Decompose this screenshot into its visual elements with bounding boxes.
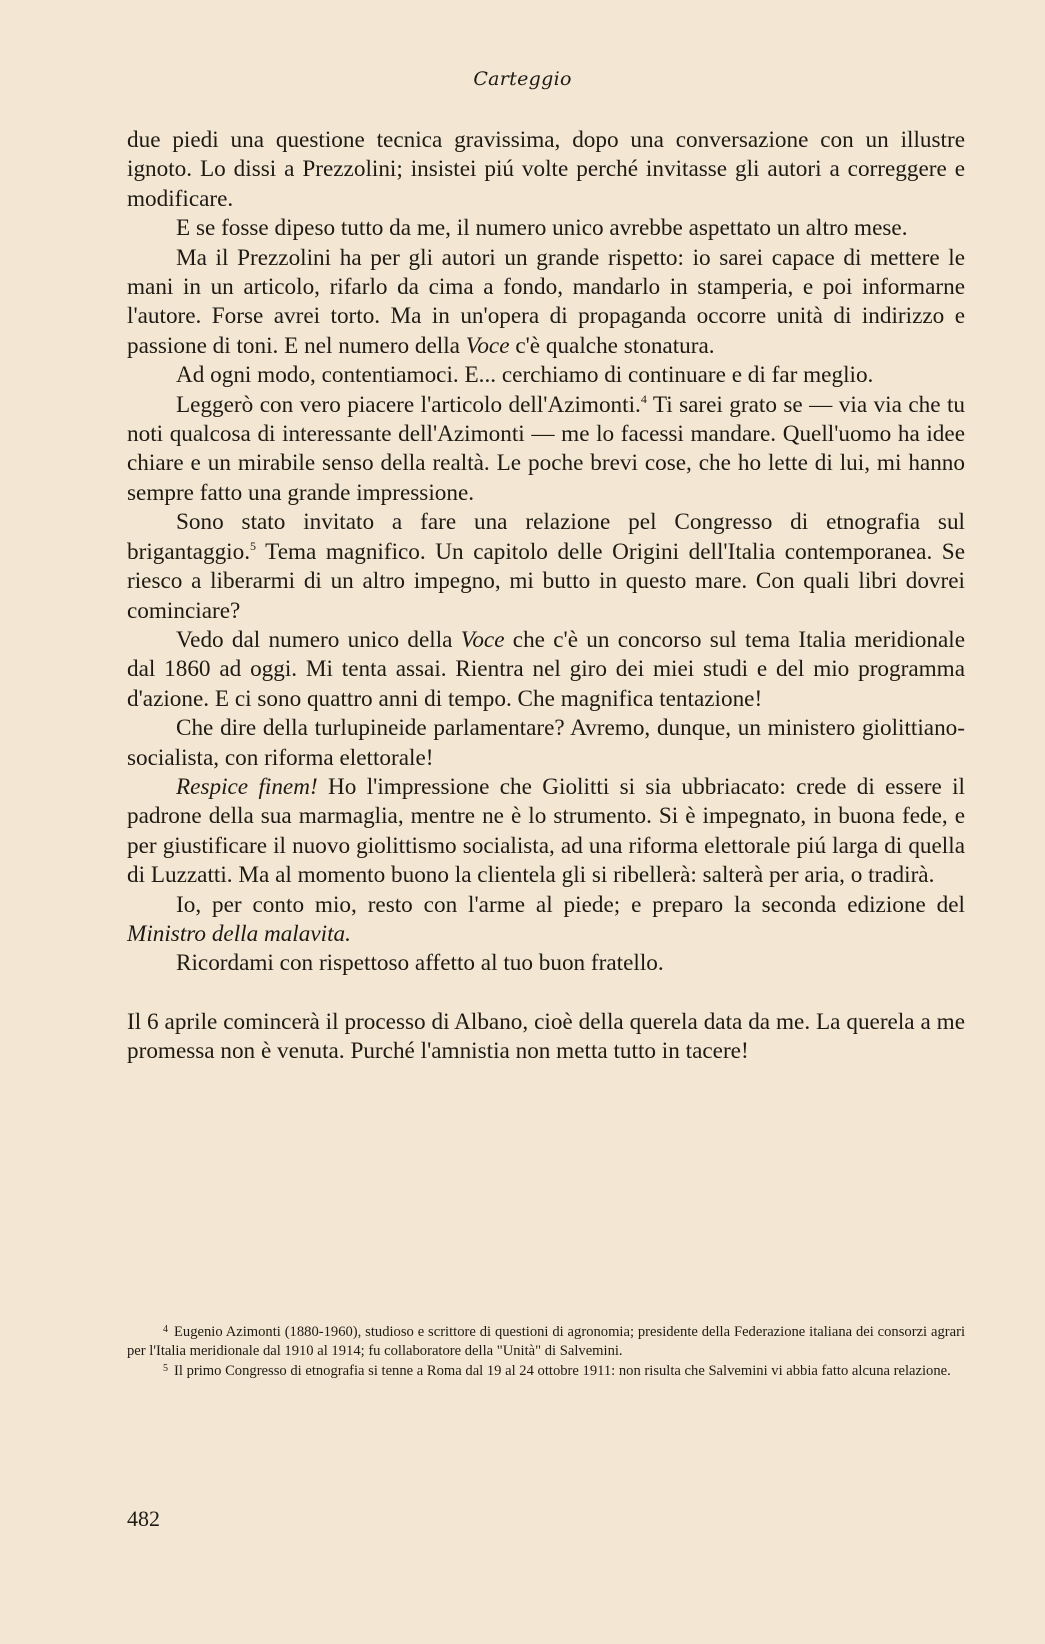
text-run: Io, per conto mio, resto con l'arme al piede; e preparo la seconda edizione del	[176, 891, 965, 918]
journal-title: Voce	[465, 332, 510, 359]
paragraph: Ad ogni modo, contentiamoci. E... cerchiamo di continuare e di far meglio.	[176, 362, 874, 389]
footnote-ref: 5	[250, 538, 256, 553]
paragraph: due piedi una questione tecnica gravissima, dopo una conversazione con un illustre ignoto. Lo dissi a Prezzolini; insistei piú volte perché invitasse gli autori a correggere e modificare.	[127, 127, 965, 212]
running-header: Carteggio	[473, 68, 572, 90]
letter-body	[127, 126, 965, 1067]
latin-phrase: Respice finem!	[176, 773, 318, 800]
text-run: Tema magnifico. Un capitolo delle Origini dell'Italia contemporanea. Se riesco a liberarmi di un altro impegno, mi butto in questo mare. Con quali libri dovrei cominciare?	[127, 538, 965, 624]
text-run: Ti sarei grato se — via via che tu noti qualcosa di interessante dell'Azimonti — me lo facessi mandare. Quell'uomo ha idee chiare e un mirabile senso della realtà. Le poche brevi cose, che ho lette di lui, mi hanno sempre fatto una grande impressione.	[127, 391, 965, 506]
footnote-text: Eugenio Azimonti (1880-1960), studioso e scrittore di questioni di agronomia; presidente della Federazione italiana dei consorzi agrari per l'Italia meridionale dal 1910 al 1914; fu collaboratore della "Unità" di Salvemini.	[127, 1324, 965, 1359]
footnote-text: Il primo Congresso di etnografia si tenne a Roma dal 19 al 24 ottobre 1911: non risulta che Salvemini vi abbia fatto alcuna relazione.	[174, 1363, 951, 1380]
text-run: Sono stato invitato a fare una relazione pel Congresso di etnografia sul brigantaggio.	[127, 509, 965, 565]
text-run: Vedo dal numero unico della	[176, 626, 461, 653]
text-run: Ma il Prezzolini ha per gli autori un grande rispetto: io sarei capace di mettere le mani in un articolo, rifarlo da cima a fondo, mandarlo in stamperia, e poi informarne l'autore. Forse avrei torto. Ma in un'opera di propaganda occorre unità di indirizzo e passione di toni. E nel numero della	[127, 244, 965, 359]
paragraph: Ricordami con rispettoso affetto al tuo buon fratello.	[176, 950, 664, 977]
paragraph: Che dire della turlupineide parlamentare? Avremo, dunque, un ministero giolittiano-socialista, con riforma elettorale!	[127, 715, 965, 771]
book-title: Ministro della malavita.	[127, 920, 351, 947]
footnote	[127, 1360, 965, 1381]
journal-title: Voce	[460, 626, 505, 653]
text-run: c'è qualche stonatura.	[509, 332, 715, 359]
paragraph: E se fosse dipeso tutto da me, il numero unico avrebbe aspettato un altro mese.	[176, 215, 908, 242]
text-run: Leggerò con vero piacere l'articolo dell'Azimonti.	[176, 391, 641, 418]
footnotes	[127, 1321, 965, 1381]
paragraph	[127, 391, 965, 509]
footnote-mark: 4	[163, 1324, 168, 1335]
paragraph	[127, 508, 965, 626]
footnote	[127, 1321, 965, 1360]
paragraph	[127, 244, 965, 362]
paragraph	[127, 773, 965, 891]
paragraph	[127, 891, 965, 950]
postscript: Il 6 aprile comincerà il processo di Albano, cioè della querela data da me. La querela a me promessa non è venuta. Purché l'amnistia non metta tutto in tacere!	[127, 1008, 965, 1065]
text-run: che c'è un concorso sul tema Italia meridionale dal 1860 ad oggi. Mi tenta assai. Rientra nel giro dei miei studi e del mio programma d'azione. E ci sono quattro anni di tempo. Che magnifica tentazione!	[127, 626, 965, 712]
page-number: 482	[127, 1506, 160, 1531]
footnote-mark: 5	[163, 1363, 168, 1375]
paragraph	[127, 626, 965, 714]
text-run: Ho l'impressione che Giolitti si sia ubbriacato: crede di essere il padrone della sua marmaglia, mentre ne è lo strumento. Si è impegnato, in buona fede, e per giustificare il nuovo giolittismo socialista, ad una riforma elettorale piú larga di quella di Luzzatti. Ma al momento buono la clientela gli si ribellerà: salterà per aria, o tradirà.	[127, 773, 965, 889]
footnote-ref: 4	[640, 391, 647, 406]
